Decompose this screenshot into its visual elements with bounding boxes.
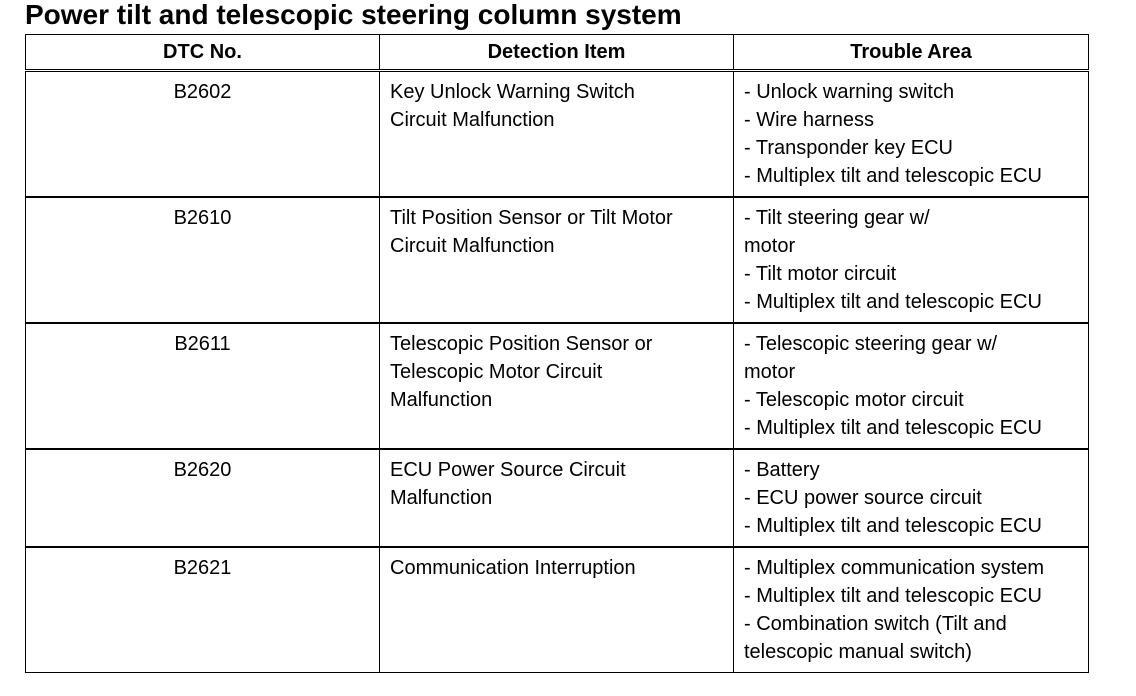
trouble-area-cell: [734, 449, 1089, 547]
detection-item-cell: [380, 71, 734, 198]
detection-item-line: Malfunction: [390, 389, 493, 411]
table-row: [26, 449, 1089, 547]
table-row: [26, 323, 1089, 449]
trouble-area-line: - Tilt steering gear w/: [744, 207, 930, 229]
detection-item-cell: [380, 323, 734, 449]
trouble-area-line: - Multiplex tilt and telescopic ECU: [744, 291, 1042, 313]
dtc-code: B2602: [173, 81, 232, 103]
dtc-code-cell: [26, 449, 380, 547]
table-row: [26, 197, 1089, 323]
dtc-code-cell: [26, 547, 380, 673]
trouble-area-line: motor: [744, 361, 796, 383]
trouble-area-line: - ECU power source circuit: [744, 487, 982, 509]
detection-item-cell: [380, 449, 734, 547]
dtc-table: [25, 34, 1089, 673]
trouble-area-line: - Multiplex tilt and telescopic ECU: [744, 585, 1042, 607]
dtc-code: B2610: [173, 207, 232, 229]
trouble-area-line: - Unlock warning switch: [744, 81, 955, 103]
trouble-area-cell: [734, 71, 1089, 198]
detection-item-line: Telescopic Position Sensor or: [390, 333, 653, 355]
dtc-code: B2611: [174, 333, 231, 355]
detection-item-line: Malfunction: [390, 487, 493, 509]
dtc-code-cell: [26, 71, 380, 198]
detection-item-cell: [380, 547, 734, 673]
detection-item-line: Tilt Position Sensor or Tilt Motor: [390, 207, 673, 229]
trouble-area-line: - Combination switch (Tilt and: [744, 613, 1007, 635]
trouble-area-line: - Battery: [744, 459, 820, 481]
detection-item-line: Circuit Malfunction: [390, 109, 555, 131]
detection-item-line: Circuit Malfunction: [390, 235, 555, 257]
header-detection-item: Detection Item: [380, 35, 734, 71]
dtc-code: B2621: [173, 557, 232, 579]
dtc-code: B2620: [173, 459, 232, 481]
trouble-area-line: - Telescopic motor circuit: [744, 389, 964, 411]
trouble-area-line: - Telescopic steering gear w/: [744, 333, 998, 355]
trouble-area-line: - Multiplex tilt and telescopic ECU: [744, 417, 1042, 439]
trouble-area-line: - Multiplex tilt and telescopic ECU: [744, 165, 1042, 187]
trouble-area-cell: [734, 547, 1089, 673]
table-row: [26, 71, 1089, 198]
detection-item-line: ECU Power Source Circuit: [390, 459, 626, 481]
header-dtc-no: DTC No.: [26, 35, 380, 71]
trouble-area-cell: [734, 197, 1089, 323]
dtc-code-cell: [26, 323, 380, 449]
trouble-area-line: - Multiplex communication system: [744, 557, 1045, 579]
trouble-area-line: telescopic manual switch): [744, 641, 972, 663]
dtc-code-cell: [26, 197, 380, 323]
page-title: Power tilt and telescopic steering column system: [25, 0, 682, 30]
detection-item-line: Communication Interruption: [390, 557, 636, 579]
trouble-area-line: - Wire harness: [744, 109, 875, 131]
trouble-area-line: motor: [744, 235, 796, 257]
detection-item-line: Telescopic Motor Circuit: [390, 361, 603, 383]
detection-item-line: Key Unlock Warning Switch: [390, 81, 635, 103]
header-trouble-area: Trouble Area: [734, 35, 1089, 71]
trouble-area-cell: [734, 323, 1089, 449]
trouble-area-line: - Tilt motor circuit: [744, 263, 897, 285]
table-header-row: [26, 35, 1089, 71]
trouble-area-line: - Multiplex tilt and telescopic ECU: [744, 515, 1042, 537]
trouble-area-line: - Transponder key ECU: [744, 137, 953, 159]
table-row: [26, 547, 1089, 673]
detection-item-cell: [380, 197, 734, 323]
